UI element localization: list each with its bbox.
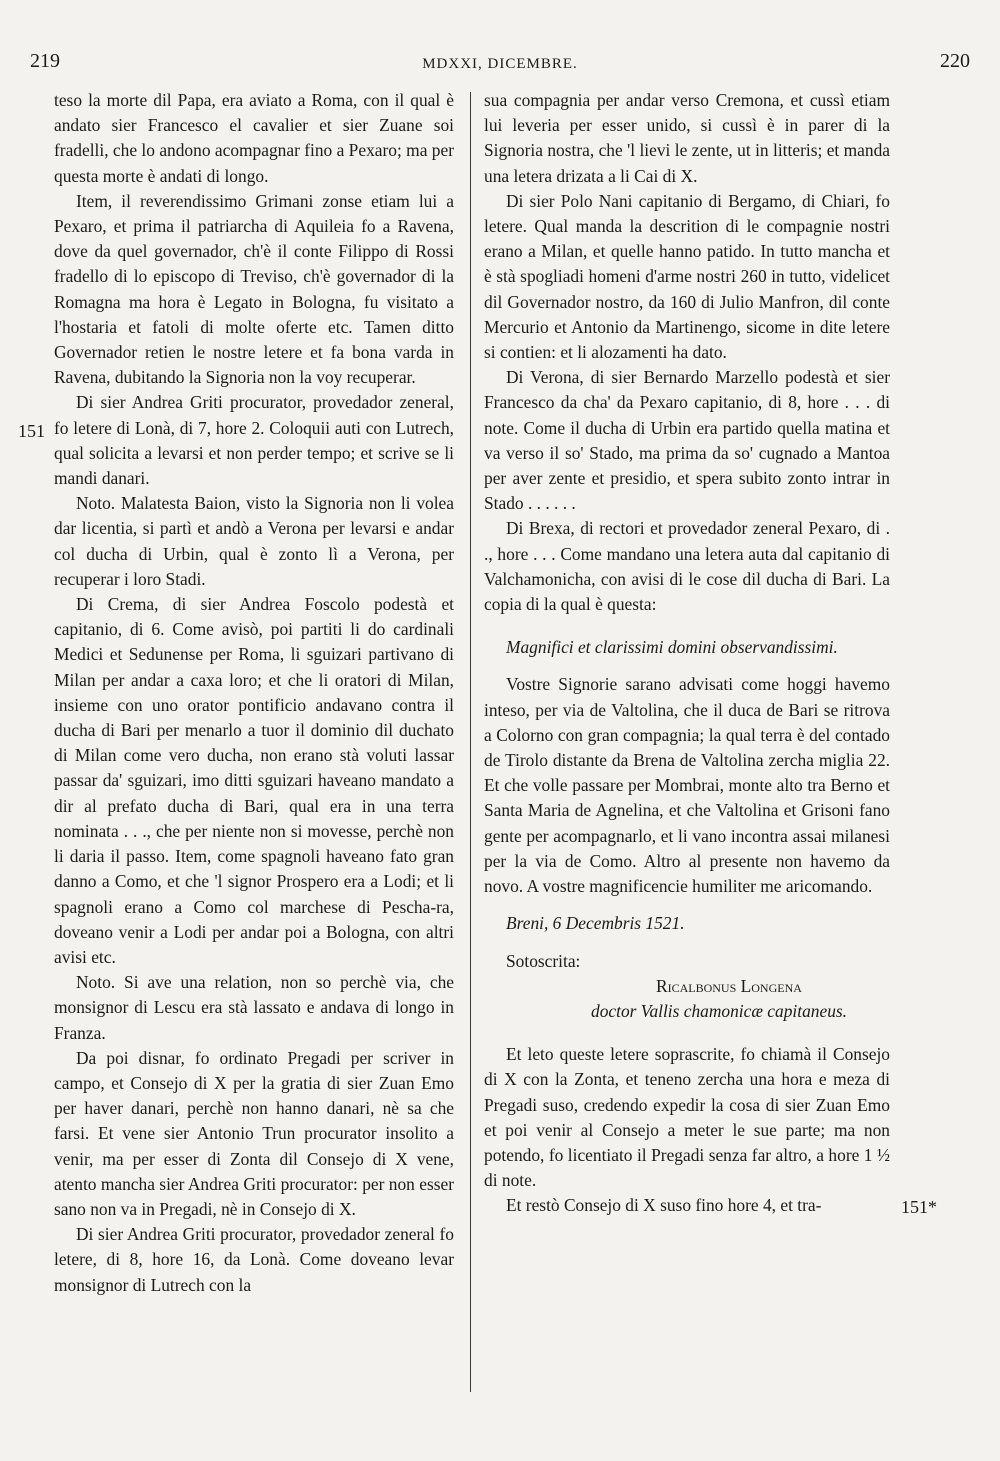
paragraph: Noto. Malatesta Baion, visto la Signoria non li volea dar licentia, si partì et andò a Verona per levarsi e andar col ducha di Urbin, qual è zonto lì a Verona, per recuperar i loro Stadi. (54, 493, 454, 589)
paragraph: Di Brexa, di rectori et provedador zeneral Pexaro, di . ., hore . . . Come mandano una letera auta dal capitanio di Valchamonicha, con avisi di le cose dil ducha di Bari. La copia di la qual è questa: (484, 518, 890, 615)
running-title: MDXXI, DICEMBRE. (422, 56, 578, 72)
paragraph: Di Verona, di sier Bernardo Marzello podestà et sier Francesco da cha' da Pexaro capitanio, di 8, hore . . . di note. Come il ducha di Urbin era partido quella matina et va verso il so' Stado, ma prima da so' cugnado a Mantoa per aver zente et presidio, et spera subito zonto intrar in Stado . . . . . . (484, 367, 890, 514)
paragraph: Noto. Si ave una relation, non so perchè via, che monsignor di Lescu era stà lassato e andava di longo in Franza. (54, 972, 454, 1043)
paragraph: Di sier Polo Nani capitanio di Bergamo, di Chiari, fo letere. Qual manda la descrition di le compagnie nostri erano a Milan, et quelle hanno patido. In tutto mancha et è stà spogliadi homeni d'arme nostri 260 in tutto, videlicet dil Governador nostro, da 160 di Julio Manfron, dil conte Mercurio et Antonio da Martinengo, sicome in dite letere si contien: et li alozamenti ha dato. (484, 190, 890, 363)
paragraph: Da poi disnar, fo ordinato Pregadi per scriver in campo, et Consejo di X per la gratia di sier Zuan Emo per haver danari, perchè non hanno danari, nè sa che farsi. Et vene sier Antonio Trun procurator insolito a venir, ma per esser di Zonta dil Consejo di X vene, atento mancha sier Andrea Griti procurator: per non esser sano non va in Pregadi, nè in Consejo di X. (54, 1047, 454, 1219)
paragraph: Di sier Andrea Griti procurator, provedador zeneral fo letere, di 8, hore 16, da Lonà. Come doveano levar monsignor di Lutrech con la (54, 1224, 454, 1295)
right-text-column (484, 88, 890, 1219)
page-number-right: 220 (940, 50, 970, 72)
margin-number-right: 151* (901, 1197, 937, 1217)
paragraph: Di Crema, di sier Andrea Foscolo podestà et capitanio, di 6. Come avisò, poi partiti li do cardinali Medici et Sedunense per Roma, li sguizari partivano di Milan per andar a caxa loro; et che li oratori di Milan, insieme con uno orator pontificio andavano contra il ducha di Bari per menarlo a tuor il dominio dil duchato di Milan come vero ducha, non erano stà voluti lassar passar da' sguizari, imo ditti sguizari haveano mandato a dir al prefato ducha di Bari, qual era in una terra nominata . . ., che per niente non si movesse, perchè non li daria il passo. Item, come spagnoli haveano fato gran danno a Como, et che 'l signor Prospero era a Lodi; et li spagnoli erano a Como col marchese di Pescha-ra, doveano venir a Lodi per andar poi a Bologna, con altri avisi etc. (54, 594, 454, 967)
paragraph: Et restò Consejo di X suso fino hore 4, et tra- (506, 1195, 822, 1216)
paragraph: Item, il reverendissimo Grimani zonse etiam lui a Pexaro, et prima il patriarcha di Aquileia fo a Ravena, dove da quel governador, ch'è il conte Filippo di Rossi fradello di lo episcopo di Treviso, ch'è governador di la Romagna ma hora è Legato in Bologna, fu visitato a l'hostaria et fatoli di molte oferte etc. Tamen ditto Governador retien le nostre letere et fa bona varda in Ravena, dubitando la Signoria non la voy recuperar. (54, 190, 454, 388)
letter-body: Vostre Signorie sarano advisati come hoggi havemo inteso, per via de Valtolina, che il duca de Bari se ritrova a Colorno con gran compagnia; la qual terra è del contado de Tirolo distante da Brena de Valtolina zercha miglia 22. Et che volle passare per Mombrai, monte alto tra Berno et Santa Maria de Agnelina, et che Valtolina et Grisoni fano gente per acompagnarlo, et li vano incontra assai milanesi per la via de Como. Altro al presente non havemo da novo. A vostre magnificencie humiliter me aricomando. (484, 674, 890, 897)
signature-name: Ricalbonus Longena (656, 975, 802, 996)
letter-salutation: Magnifici et clarissimi domini observandissimi. (506, 637, 838, 658)
column-divider (470, 92, 471, 1392)
left-text-column (54, 88, 454, 1298)
letter-date: Breni, 6 Decembris 1521. (506, 913, 685, 934)
signature-title: doctor Vallis chamonicæ capitaneus. (591, 1000, 848, 1021)
paragraph: Et leto queste letere soprascrite, fo chiamà il Consejo di X con la Zonta, et teneno zercha una hora e meza di Pregadi suso, credendo expedir la cosa di sier Zuan Emo et poi venir al Consejo a meter le sue parte; ma non potendo, fo licentiato il Pregadi senza far altro, a hore 1 ½ di note. (484, 1044, 890, 1191)
paragraph: Di sier Andrea Griti procurator, provedador zeneral, fo letere di Lonà, di 7, hore 2. Coloquii auti con Lutrech, qual solicita a levarsi et non perder tempo; et scrive se li mandi danari. (54, 392, 454, 489)
page-number-left: 219 (30, 50, 60, 72)
paragraph: sua compagnia per andar verso Cremona, et cussì etiam lui leveria per esser unido, si cussì è in parer di la Signoria nostra, che 'l lievi le zente, ut in litteris; et manda una letera drizata a li Cai di X. (484, 90, 890, 186)
signature-label: Sotoscrita: (506, 950, 581, 971)
margin-number-left: 151 (18, 421, 45, 441)
paragraph: teso la morte dil Papa, era aviato a Roma, con il qual è andato sier Francesco el cavalier et sier Zuane soi fradelli, che lo andono acompagnar fino a Pexaro; ma per questa morte è andati di longo. (54, 90, 454, 186)
